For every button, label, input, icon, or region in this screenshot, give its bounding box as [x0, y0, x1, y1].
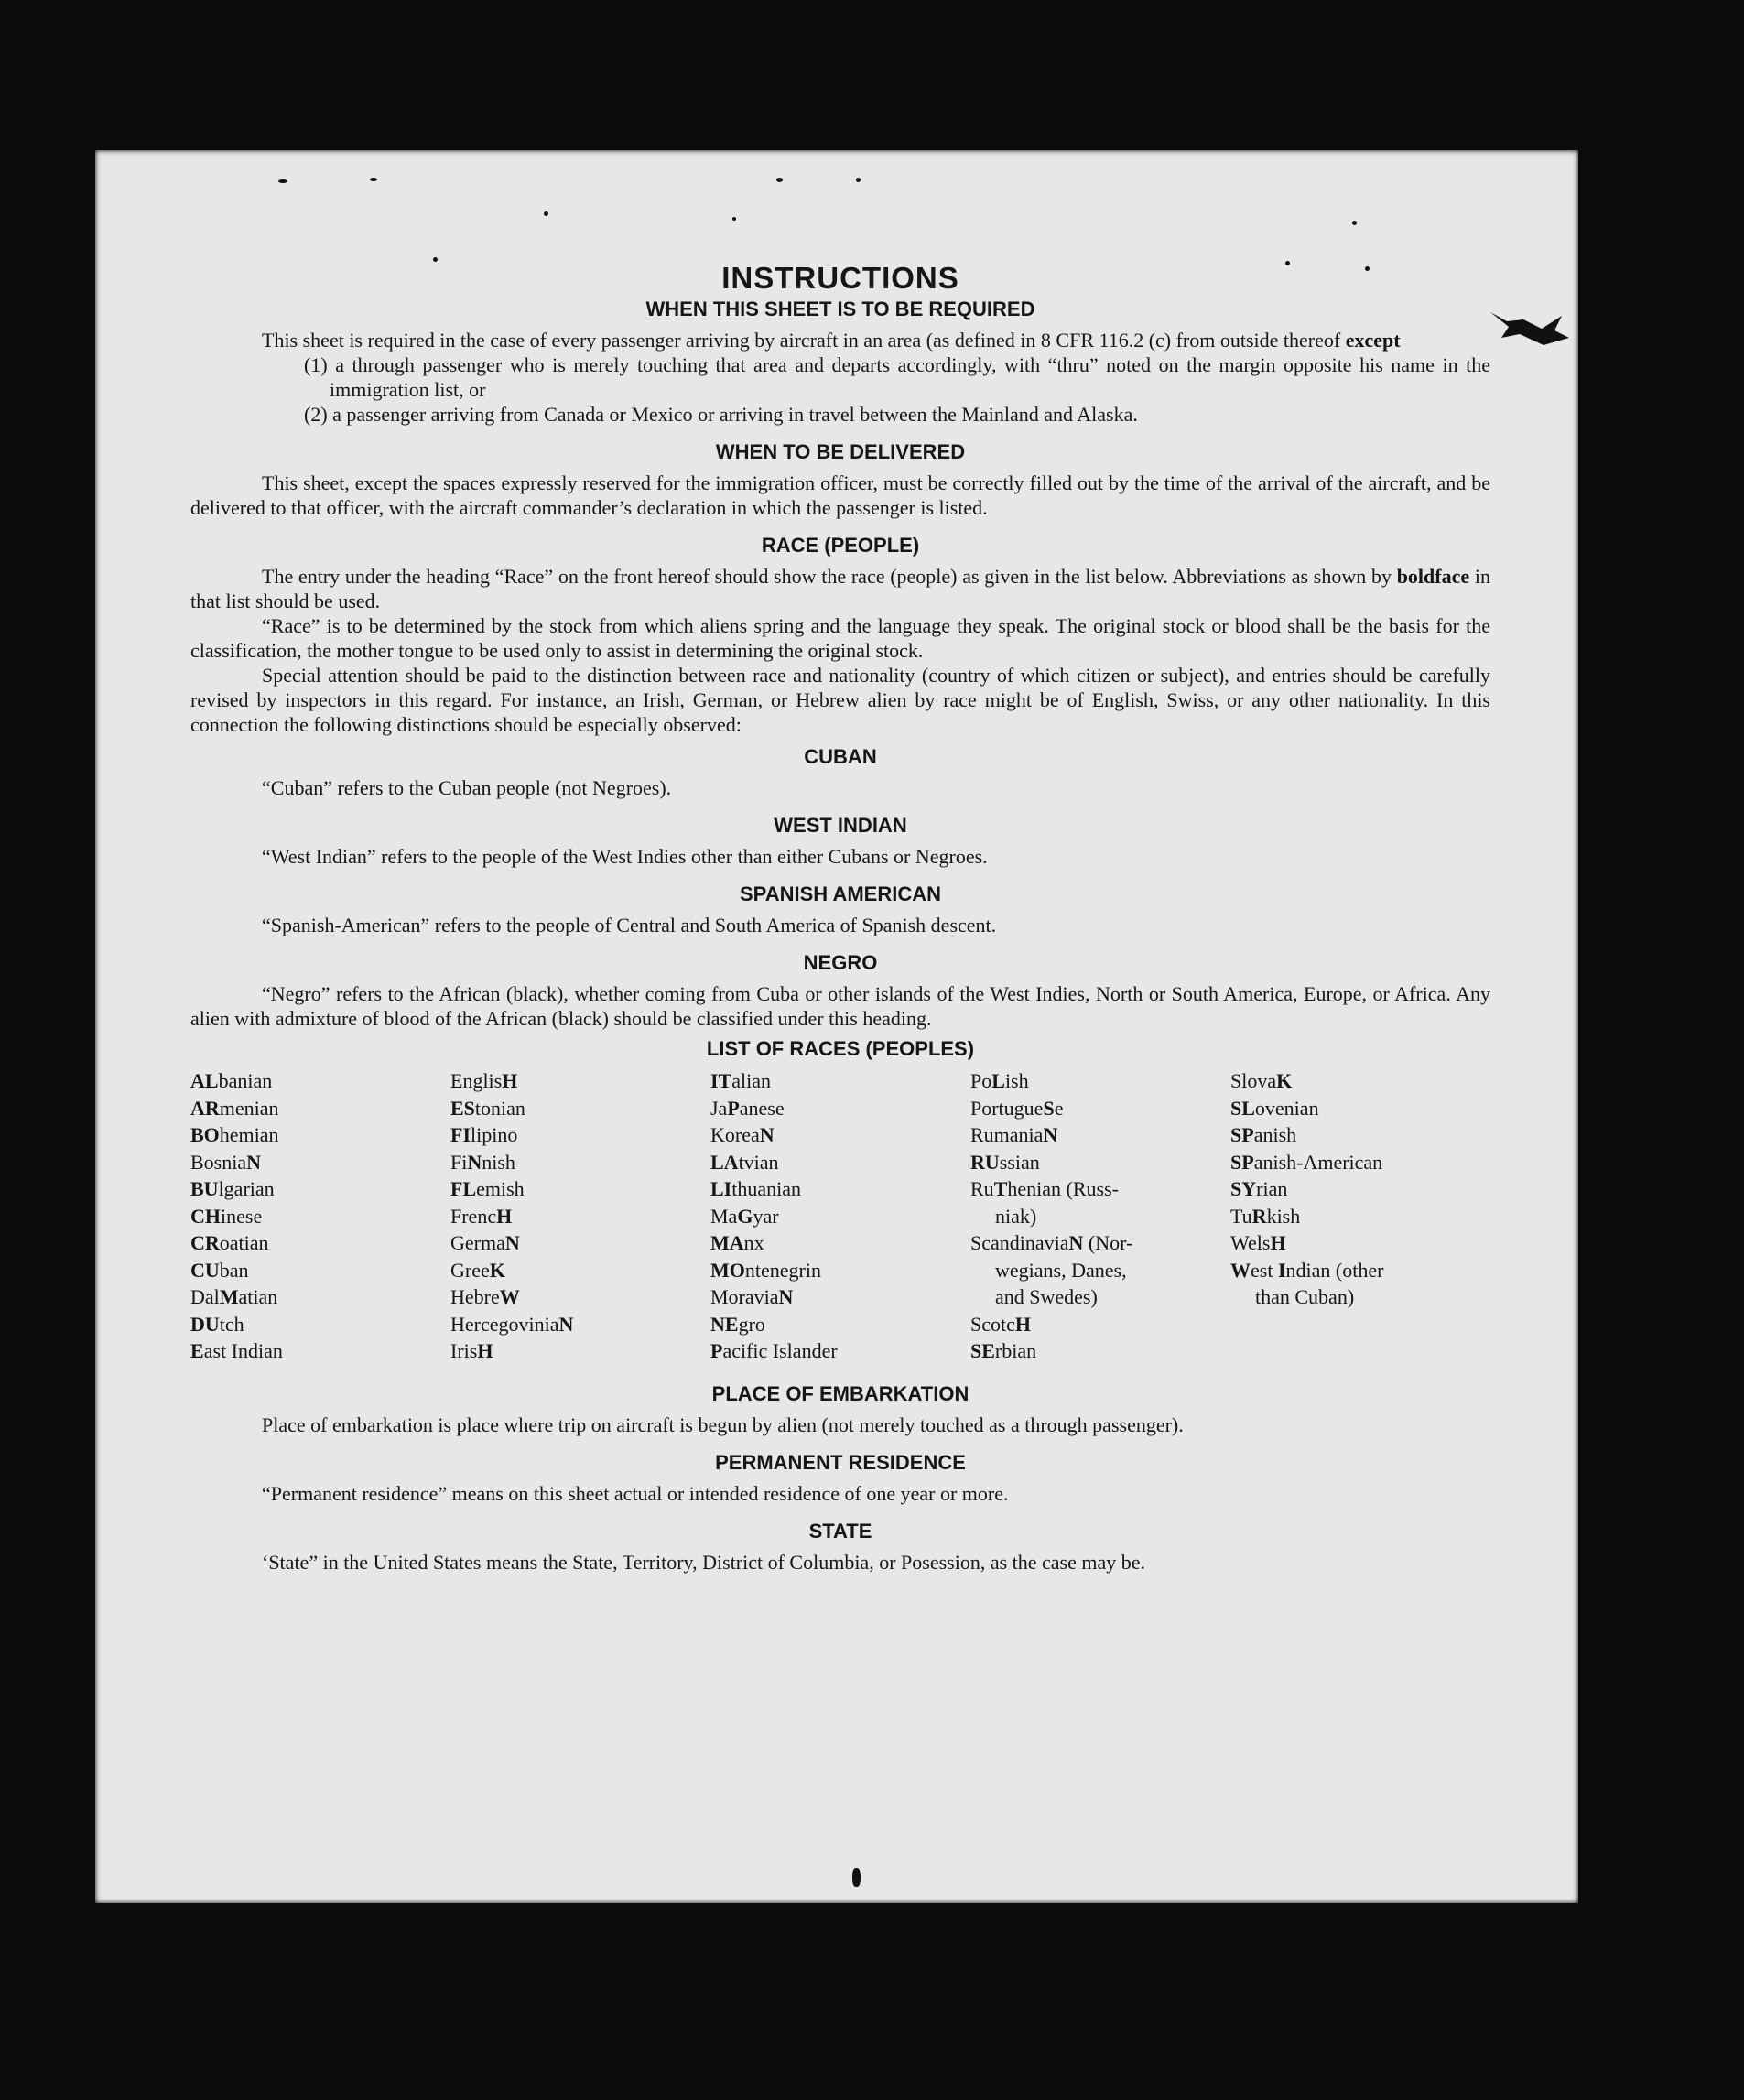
instructions-content [190, 260, 1490, 1575]
section-heading-list-of-races: LIST OF RACES (PEOPLES) [706, 1037, 975, 1060]
race-text: (Nor- [1083, 1231, 1133, 1254]
race-text: Scotc [970, 1312, 1015, 1336]
races-list [190, 1067, 1490, 1365]
race-text: Englis [450, 1069, 503, 1092]
race-text: est [1251, 1258, 1278, 1282]
race-abbrev: AL [190, 1069, 219, 1092]
race-paragraph-3: Special attention should be paid to the distinction between race and nationality (country of which citizen or subject), and entries should be carefully revised by inspectors in this regard. For instance, an Irish, German, or Hebrew alien by race might be of English, Swiss, or any other nationality. In this connection the following distinctions should be especially observed: [190, 664, 1490, 736]
race-entry [710, 1283, 970, 1311]
race-entry [190, 1149, 450, 1176]
race-abbrev: SP [1230, 1150, 1254, 1174]
race-text: Wels [1230, 1231, 1271, 1254]
race-abbrev: T [993, 1177, 1008, 1200]
race-paragraph-2: “Race” is to be determined by the stock from which aliens spring and the language they speak. The original stock or blood shall be the basis for the classification, the mother tongue to be used only to assist in determining the original stock. [190, 614, 1490, 662]
race-entry [970, 1175, 1230, 1203]
race-abbrev: K [489, 1258, 505, 1282]
race-abbrev: N [1068, 1231, 1084, 1254]
race-entry [710, 1095, 970, 1122]
race-entry [710, 1311, 970, 1338]
race-entry [190, 1203, 450, 1230]
race-abbrev: CR [190, 1231, 220, 1254]
race-text: and Swedes) [995, 1285, 1098, 1308]
race-entry [970, 1095, 1230, 1122]
race-text: Ru [970, 1177, 994, 1200]
race-text: gro [738, 1312, 765, 1336]
race-text: menian [219, 1096, 279, 1120]
section-heading-west-indian: WEST INDIAN [774, 814, 907, 837]
race-text: yar [753, 1204, 779, 1228]
race-abbrev: H [477, 1339, 493, 1362]
race-text: kish [1266, 1204, 1301, 1228]
race-text: Slova [1230, 1069, 1277, 1092]
west-indian-text: “West Indian” refers to the people of the West Indies other than either Cubans or Negroes. [262, 845, 988, 868]
race-entry [1230, 1095, 1490, 1122]
race-abbrev: MA [710, 1231, 744, 1254]
race-p1-text-a: The entry under the heading “Race” on the front hereof should show the race (people) as given in the list below. Abbreviations as shown by [262, 565, 1392, 588]
race-abbrev: CU [190, 1258, 220, 1282]
races-column-3 [710, 1067, 970, 1365]
required-item-1: (1) a through passenger who is merely touching that area and departs accordingly, with “thru” noted on the margin opposite his name in the immigration list, or [304, 353, 1490, 401]
race-entry [450, 1283, 710, 1311]
race-entry [710, 1175, 970, 1203]
race-text: hemian [219, 1123, 279, 1146]
race-entry [190, 1257, 450, 1284]
race-text: ssian [999, 1150, 1040, 1174]
cuban-text: “Cuban” refers to the Cuban people (not Negroes). [262, 776, 672, 799]
race-text: Tu [1230, 1204, 1252, 1228]
race-entry [450, 1337, 710, 1365]
section-heading-negro: NEGRO [803, 951, 878, 974]
race-entry [190, 1067, 450, 1095]
race-text: wegians, Danes, [995, 1258, 1127, 1282]
race-text: atian [238, 1285, 278, 1308]
race-text: Moravia [710, 1285, 779, 1308]
race-abbrev: CH [190, 1204, 221, 1228]
races-column-5 [1230, 1067, 1490, 1365]
race-abbrev: FI [450, 1123, 471, 1146]
race-entry [1230, 1203, 1490, 1230]
race-abbrev: M [219, 1285, 239, 1308]
race-abbrev: N [1043, 1123, 1058, 1146]
race-entry [190, 1283, 450, 1311]
race-text: Ja [710, 1096, 728, 1120]
race-text: than Cuban) [1255, 1285, 1355, 1308]
section-heading-race: RACE (PEOPLE) [761, 534, 920, 557]
race-abbrev: N [759, 1123, 775, 1146]
section-heading-embarkation: PLACE OF EMBARKATION [711, 1381, 969, 1405]
race-text: tvian [738, 1150, 779, 1174]
race-abbrev: ES [450, 1096, 475, 1120]
race-abbrev: SE [970, 1339, 995, 1362]
race-text: Ma [710, 1204, 738, 1228]
race-text: nish [482, 1150, 515, 1174]
race-paragraph-1 [190, 564, 1490, 613]
race-entry [710, 1337, 970, 1365]
race-entry [450, 1229, 710, 1257]
page-title: INSTRUCTIONS [721, 261, 959, 295]
negro-text: “Negro” refers to the African (black), whether coming from Cuba or other islands of the West Indies, North or South America, Europe, or Africa. Any alien with admixture of blood of the African (black) should be classified under this heading. [190, 982, 1490, 1030]
race-entry [970, 1121, 1230, 1149]
race-abbrev: SL [1230, 1096, 1255, 1120]
speck-mark [370, 178, 377, 181]
state-text: ‘State” in the United States means the State, Territory, District of Columbia, or Posession, as the case may be. [262, 1550, 1146, 1574]
section-heading-residence: PERMANENT RESIDENCE [715, 1450, 966, 1474]
race-abbrev: W [1230, 1258, 1251, 1282]
residence-text: “Permanent residence” means on this sheet actual or intended residence of one year or more. [262, 1481, 1009, 1505]
required-intro-text: This sheet is required in the case of every passenger arriving by aircraft in an area (as defined in 8 CFR 116.2 (c) from outside thereof [262, 329, 1341, 352]
race-abbrev: IT [710, 1069, 732, 1092]
required-item-2: (2) a passenger arriving from Canada or Mexico or arriving in travel between the Mainland and Alaska. [304, 403, 1138, 426]
race-text: tch [219, 1312, 244, 1336]
race-text: ban [219, 1258, 249, 1282]
race-entry [1230, 1149, 1490, 1176]
race-text: thuanian [731, 1177, 802, 1200]
race-entry [970, 1203, 1230, 1230]
race-abbrev: RU [970, 1150, 1000, 1174]
race-abbrev: G [737, 1204, 753, 1228]
race-abbrev: LI [710, 1177, 732, 1200]
race-text: Germa [450, 1231, 505, 1254]
speck-mark [732, 217, 736, 221]
race-entry [970, 1229, 1230, 1257]
speck-mark [852, 1868, 861, 1887]
race-entry [710, 1067, 970, 1095]
speck-mark [544, 211, 548, 216]
race-abbrev: H [1014, 1312, 1032, 1336]
race-text: ndian (other [1285, 1258, 1384, 1282]
document-page [95, 150, 1578, 1903]
race-entry [1230, 1175, 1490, 1203]
race-text: ntenegrin [744, 1258, 821, 1282]
race-text: Po [970, 1069, 992, 1092]
race-p1-text-b: in that list should be used. [190, 565, 1490, 612]
race-text: e [1054, 1096, 1064, 1120]
race-entry [1230, 1257, 1490, 1284]
race-abbrev: P [727, 1096, 740, 1120]
race-entry [190, 1175, 450, 1203]
section-heading-delivered: WHEN TO BE DELIVERED [715, 440, 966, 463]
speck-mark [278, 179, 287, 183]
race-entry [450, 1257, 710, 1284]
race-abbrev: I [1277, 1258, 1286, 1282]
race-abbrev: FL [450, 1177, 477, 1200]
race-entry [970, 1149, 1230, 1176]
race-text: anese [739, 1096, 785, 1120]
race-text: ovenian [1254, 1096, 1319, 1120]
races-column-2 [450, 1067, 710, 1365]
race-abbrev: R [1251, 1204, 1267, 1228]
required-intro [190, 328, 1490, 352]
race-entry [190, 1337, 450, 1365]
race-text: ish [1004, 1069, 1029, 1092]
race-text: Iris [450, 1339, 478, 1362]
race-entry [1230, 1121, 1490, 1149]
race-text: tonian [474, 1096, 525, 1120]
section-heading-cuban: CUBAN [804, 745, 877, 768]
race-text: inese [221, 1204, 263, 1228]
section-heading-spanish-american: SPANISH AMERICAN [739, 882, 941, 905]
race-text: banian [218, 1069, 273, 1092]
race-text: rian [1256, 1177, 1288, 1200]
spanish-american-text: “Spanish-American” refers to the people of Central and South America of Spanish descent. [262, 914, 997, 936]
race-entry [450, 1067, 710, 1095]
race-abbrev: BO [190, 1123, 220, 1146]
race-entry [190, 1311, 450, 1338]
race-abbrev: N [558, 1312, 574, 1336]
race-text: ast Indian [203, 1339, 283, 1362]
race-entry [970, 1257, 1230, 1284]
race-entry [710, 1229, 970, 1257]
race-text: Korea [710, 1123, 760, 1146]
race-entry [710, 1121, 970, 1149]
embarkation-text: Place of embarkation is place where trip on aircraft is begun by alien (not merely touched as a through passenger). [262, 1413, 1184, 1436]
race-abbrev: S [1043, 1096, 1055, 1120]
race-entry [450, 1121, 710, 1149]
race-text: lipino [471, 1123, 518, 1146]
required-intro-bold: except [1345, 329, 1401, 352]
race-text: rbian [994, 1339, 1037, 1362]
races-column-4 [970, 1067, 1230, 1365]
race-abbrev: L [991, 1069, 1005, 1092]
race-abbrev: K [1276, 1069, 1293, 1092]
section-heading-required: WHEN THIS SHEET IS TO BE REQUIRED [645, 298, 1035, 320]
race-text: Hebre [450, 1285, 500, 1308]
race-entry [970, 1311, 1230, 1338]
race-text: acific Islander [722, 1339, 838, 1362]
race-text: lgarian [218, 1177, 275, 1200]
race-entry [1230, 1067, 1490, 1095]
ink-blot-mark [1489, 310, 1571, 347]
race-text: Scandinavia [970, 1231, 1069, 1254]
race-entry [970, 1283, 1230, 1311]
delivered-text: This sheet, except the spaces expressly reserved for the immigration officer, must be correctly filled out by the time of the arrival of the aircraft, and be delivered to that officer, with the aircraft commander’s declaration in which the passenger is listed. [190, 471, 1490, 519]
race-abbrev: H [1270, 1231, 1286, 1254]
race-text: oatian [219, 1231, 269, 1254]
race-abbrev: N [504, 1231, 520, 1254]
race-entry [190, 1121, 450, 1149]
race-abbrev: DU [190, 1312, 220, 1336]
races-column-1 [190, 1067, 450, 1365]
race-text: Fi [450, 1150, 468, 1174]
race-text: anish-American [1253, 1150, 1383, 1174]
race-entry [970, 1067, 1230, 1095]
race-abbrev: SP [1230, 1123, 1254, 1146]
race-entry [710, 1149, 970, 1176]
race-abbrev: P [710, 1339, 723, 1362]
race-text: alian [731, 1069, 772, 1092]
race-abbrev: E [190, 1339, 204, 1362]
race-text: Dal [190, 1285, 220, 1308]
race-text: Bosnia [190, 1150, 247, 1174]
race-text: henian (Russ- [1007, 1177, 1119, 1200]
race-abbrev: AR [190, 1096, 220, 1120]
race-text: nx [743, 1231, 764, 1254]
race-text: Gree [450, 1258, 490, 1282]
race-abbrev: N [778, 1285, 794, 1308]
race-abbrev: N [467, 1150, 482, 1174]
race-abbrev: LA [710, 1150, 739, 1174]
speck-mark [776, 178, 783, 182]
race-text: niak) [995, 1204, 1037, 1228]
race-text: Hercegovinia [450, 1312, 559, 1336]
race-entry [450, 1175, 710, 1203]
speck-mark [856, 178, 861, 182]
section-heading-state: STATE [808, 1519, 872, 1543]
race-abbrev: BU [190, 1177, 219, 1200]
race-entry [1230, 1283, 1490, 1311]
race-entry [450, 1149, 710, 1176]
race-entry [1230, 1229, 1490, 1257]
race-entry [190, 1095, 450, 1122]
race-text: anish [1253, 1123, 1297, 1146]
race-text: Rumania [970, 1123, 1044, 1146]
race-abbrev: H [502, 1069, 518, 1092]
race-abbrev: NE [710, 1312, 739, 1336]
race-entry [450, 1311, 710, 1338]
race-entry [190, 1229, 450, 1257]
race-entry [710, 1257, 970, 1284]
speck-mark [1352, 221, 1357, 225]
race-p1-bold: boldface [1396, 565, 1470, 588]
race-abbrev: SY [1230, 1177, 1257, 1200]
race-entry [450, 1203, 710, 1230]
race-text: emish [476, 1177, 525, 1200]
race-abbrev: H [496, 1204, 513, 1228]
race-abbrev: N [246, 1150, 262, 1174]
race-abbrev: W [499, 1285, 520, 1308]
race-entry [970, 1337, 1230, 1365]
race-text: Frenc [450, 1204, 497, 1228]
race-entry [450, 1095, 710, 1122]
race-text: Portugue [970, 1096, 1044, 1120]
race-entry [710, 1203, 970, 1230]
race-abbrev: MO [710, 1258, 745, 1282]
